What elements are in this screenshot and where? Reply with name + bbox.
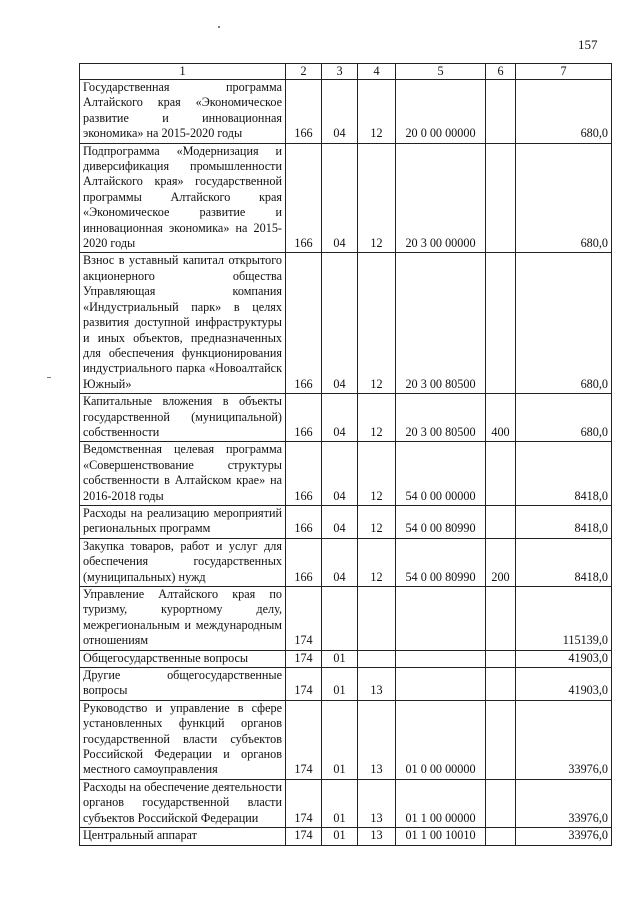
row-subsection: 12 [358, 80, 396, 144]
table-row [80, 80, 612, 144]
row-target-article [396, 650, 486, 667]
row-name: Ведомственная целевая программа «Совершенствование структуры собственности в Алтайском крае» на 2016-2018 годы [80, 442, 286, 506]
row-section: 01 [322, 650, 358, 667]
table-row [80, 650, 612, 667]
row-target-article: 01 0 00 00000 [396, 700, 486, 779]
row-section: 01 [322, 668, 358, 701]
row-ministry: 166 [286, 505, 322, 538]
row-subsection: 12 [358, 538, 396, 586]
row-amount: 680,0 [516, 80, 612, 144]
row-amount: 8418,0 [516, 538, 612, 586]
header-col-4: 4 [358, 64, 396, 80]
row-amount: 680,0 [516, 253, 612, 394]
row-name: Руководство и управление в сфере установленных функций органов государственной власти субъектов Российской Федерации и органов местного самоуправления [80, 700, 286, 779]
row-ministry: 166 [286, 538, 322, 586]
row-section: 04 [322, 80, 358, 144]
row-subsection: 12 [358, 143, 396, 253]
row-name: Управление Алтайского края по туризму, курортному делу, межрегиональным и международным отношениям [80, 587, 286, 651]
row-amount: 33976,0 [516, 828, 612, 845]
row-name: Общегосударственные вопросы [80, 650, 286, 667]
table-row [80, 394, 612, 442]
row-section: 04 [322, 143, 358, 253]
header-col-7: 7 [516, 64, 612, 80]
page-number: 157 [578, 37, 598, 52]
row-ministry: 174 [286, 828, 322, 845]
table-row [80, 779, 612, 827]
row-target-article: 20 3 00 00000 [396, 143, 486, 253]
row-subsection [358, 587, 396, 651]
table-row [80, 538, 612, 586]
row-amount: 115139,0 [516, 587, 612, 651]
header-col-5: 5 [396, 64, 486, 80]
row-ministry: 166 [286, 394, 322, 442]
row-name: Другие общегосударственные вопросы [80, 668, 286, 701]
row-amount: 41903,0 [516, 668, 612, 701]
row-subsection: 12 [358, 442, 396, 506]
row-target-article: 01 1 00 10010 [396, 828, 486, 845]
row-target-article [396, 587, 486, 651]
row-expense-type [486, 828, 516, 845]
row-subsection [358, 650, 396, 667]
row-expense-type [486, 442, 516, 506]
header-col-2: 2 [286, 64, 322, 80]
row-section: 04 [322, 442, 358, 506]
row-section: 01 [322, 828, 358, 845]
row-section: 04 [322, 394, 358, 442]
row-section: 01 [322, 700, 358, 779]
margin-mark [47, 377, 51, 378]
row-expense-type [486, 80, 516, 144]
row-amount: 680,0 [516, 143, 612, 253]
row-ministry: 174 [286, 650, 322, 667]
table-row [80, 587, 612, 651]
row-target-article [396, 668, 486, 701]
header-col-6: 6 [486, 64, 516, 80]
row-name: Взнос в уставный капитал открытого акционерного общества Управляющая компания «Индустриальный парк» в целях развития доступной инфраструктуры и иных объектов, предназначенных для обеспечения функционирования индустриального парка «Новоалтайск Южный» [80, 253, 286, 394]
row-section: 04 [322, 538, 358, 586]
row-amount: 8418,0 [516, 505, 612, 538]
row-ministry: 166 [286, 143, 322, 253]
row-ministry: 166 [286, 253, 322, 394]
row-subsection: 12 [358, 253, 396, 394]
row-target-article: 01 1 00 00000 [396, 779, 486, 827]
row-expense-type [486, 779, 516, 827]
row-subsection: 13 [358, 828, 396, 845]
table-row [80, 442, 612, 506]
row-amount: 8418,0 [516, 442, 612, 506]
row-amount: 33976,0 [516, 700, 612, 779]
table-row [80, 143, 612, 253]
budget-table [79, 63, 612, 846]
row-ministry: 174 [286, 700, 322, 779]
row-expense-type [486, 587, 516, 651]
row-expense-type [486, 143, 516, 253]
scan-speck [218, 26, 220, 28]
row-section: 04 [322, 505, 358, 538]
row-target-article: 54 0 00 80990 [396, 538, 486, 586]
row-expense-type [486, 700, 516, 779]
row-expense-type: 200 [486, 538, 516, 586]
table-row [80, 828, 612, 845]
row-ministry: 166 [286, 442, 322, 506]
row-expense-type: 400 [486, 394, 516, 442]
row-section: 01 [322, 779, 358, 827]
row-name: Капитальные вложения в объекты государственной (муниципальной) собственности [80, 394, 286, 442]
row-subsection: 13 [358, 668, 396, 701]
row-section: 04 [322, 253, 358, 394]
row-target-article: 20 3 00 80500 [396, 253, 486, 394]
row-amount: 33976,0 [516, 779, 612, 827]
row-target-article: 54 0 00 00000 [396, 442, 486, 506]
row-target-article: 54 0 00 80990 [396, 505, 486, 538]
row-ministry: 174 [286, 587, 322, 651]
row-name: Подпрограмма «Модернизация и диверсификация промышленности Алтайского края» государственной программы Алтайского края «Экономическое развитие и инновационная экономика» на 2015-2020 годы [80, 143, 286, 253]
header-col-3: 3 [322, 64, 358, 80]
row-amount: 680,0 [516, 394, 612, 442]
row-expense-type [486, 668, 516, 701]
header-row [80, 64, 612, 80]
table-row [80, 700, 612, 779]
row-name: Расходы на реализацию мероприятий региональных программ [80, 505, 286, 538]
row-expense-type [486, 650, 516, 667]
row-ministry: 174 [286, 668, 322, 701]
row-expense-type [486, 505, 516, 538]
table-row [80, 253, 612, 394]
row-ministry: 166 [286, 80, 322, 144]
row-subsection: 13 [358, 700, 396, 779]
row-target-article: 20 0 00 00000 [396, 80, 486, 144]
row-subsection: 13 [358, 779, 396, 827]
table-row [80, 505, 612, 538]
row-target-article: 20 3 00 80500 [396, 394, 486, 442]
row-subsection: 12 [358, 394, 396, 442]
row-name: Расходы на обеспечение деятельности органов государственной власти субъектов Российской Федерации [80, 779, 286, 827]
row-name: Закупка товаров, работ и услуг для обеспечения государственных (муниципальных) нужд [80, 538, 286, 586]
table-row [80, 668, 612, 701]
row-amount: 41903,0 [516, 650, 612, 667]
row-ministry: 174 [286, 779, 322, 827]
header-col-1: 1 [80, 64, 286, 80]
row-subsection: 12 [358, 505, 396, 538]
row-section [322, 587, 358, 651]
row-expense-type [486, 253, 516, 394]
row-name: Государственная программа Алтайского края «Экономическое развитие и инновационная экономика» на 2015-2020 годы [80, 80, 286, 144]
row-name: Центральный аппарат [80, 828, 286, 845]
